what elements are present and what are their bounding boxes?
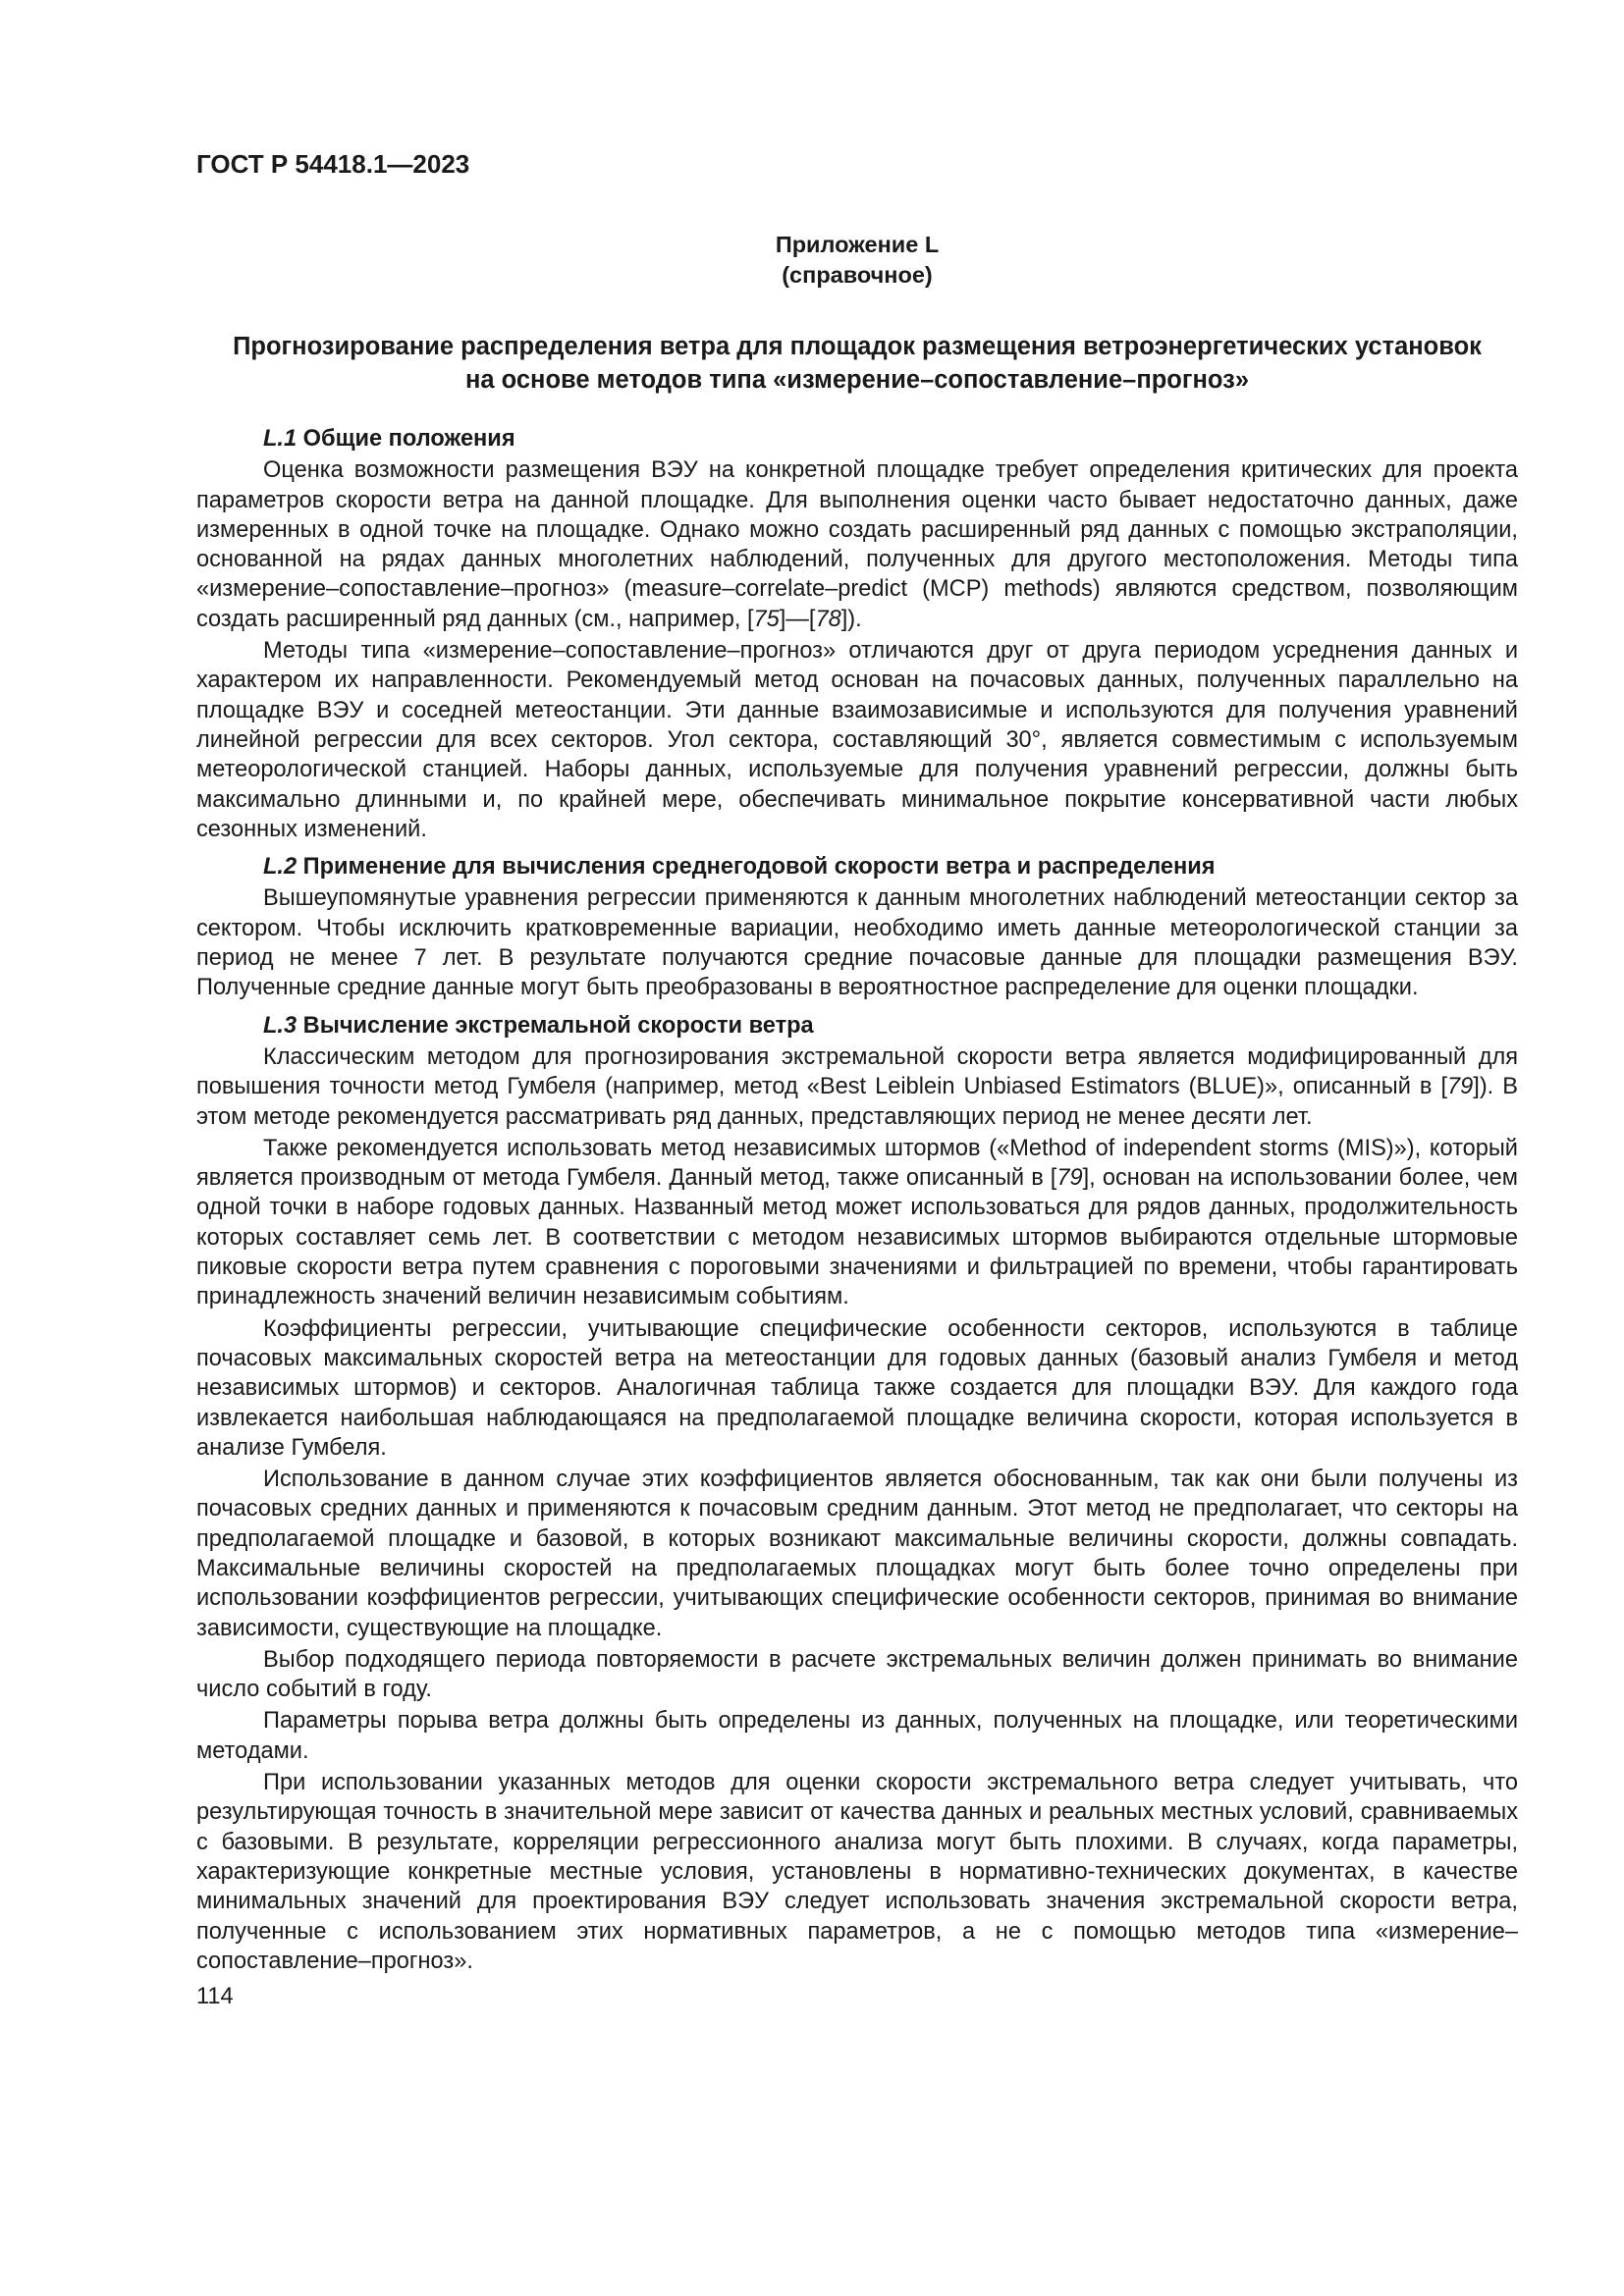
paragraph: Коэффициенты регрессии, учитывающие специфические особенности секторов, используются в таблице почасовых максимальных скоростей ветра на метеостанции для годовых данных (базовый анализ Гумбеля и метод независимых штормов) и секторов. Аналогичная таблица также создается для площадки ВЭУ. Для каждого года извлекается наибольшая наблюдающаяся на предполагаемой площадке величина скорости, которая используется в анализе Гумбеля. — [196, 1315, 1518, 1461]
page-number: 114 — [196, 1984, 234, 2010]
reference-number: 79 — [1056, 1165, 1083, 1192]
section-number: L.2 — [263, 854, 298, 881]
paragraph: Параметры порыва ветра должны быть определены из данных, полученных на площадке, или теоретическими методами. — [196, 1708, 1518, 1764]
reference-number: 78 — [815, 606, 841, 632]
annex-label: Приложение L — [775, 232, 940, 257]
section-title: Вычисление экстремальной скорости ветра — [302, 1012, 814, 1039]
standard-header: ГОСТ Р 54418.1—2023 — [196, 149, 470, 179]
paragraph-text: Также рекомендуется использовать метод независимых штормов («Method of independent storms (MIS)»), который является производным от метода Гумбеля. Данный метод, также описанный в [ — [196, 1135, 1518, 1192]
paragraph — [196, 1042, 1518, 1132]
section-title: Применение для вычисления среднегодовой скорости ветра и распределения — [302, 854, 1216, 881]
paragraph-text: Оценка возможности размещения ВЭУ на конкретной площадке требует определения критических для проекта параметров скорости ветра на данной площадке. Для выполнения оценки часто бывает недостаточно данных, даже измеренных в одной точке на площадке. Однако можно создать расширенный ряд данных с помощью экстраполяции, основанной на рядах данных многолетних наблюдений, полученных для другого местоположения. Методы типа «измерение–сопоставление–прогноз» (measure–correlate–predict (MCP) methods) являются средством, позволяющим создать расширенный ряд данных (см., например, [ — [196, 457, 1518, 632]
section-title: Общие положения — [302, 426, 515, 452]
paragraph: Вышеупомянутые уравнения регрессии применяются к данным многолетних наблюдений метеостанции сектор за сектором. Чтобы исключить кратковременные вариации, необходимо иметь данные метеорологической станции за период не менее 7 лет. В результате получаются средние почасовые данные для площадки размещения ВЭУ. Полученные средние данные могут быть преобразованы в вероятностное распределение для оценки площадки. — [196, 885, 1518, 1001]
paragraph — [196, 1134, 1518, 1312]
section-heading-l1 — [196, 424, 1518, 454]
section-number: L.3 — [263, 1012, 298, 1039]
paragraph: Выбор подходящего периода повторяемости в расчете экстремальных величин должен принимать во внимание число событий в году. — [196, 1646, 1518, 1703]
section-heading-l3 — [196, 1011, 1518, 1041]
paragraph: Использование в данном случае этих коэффициентов является обоснованным, так как они были получены из почасовых средних данных и применяются к почасовым средним данным. Этот метод не предполагает, что секторы на предполагаемой площадке и базовой, в которых возникают максимальные величины скорости, должны совпадать. Максимальные величины скоростей на предполагаемых площадках могут быть более точно определены при использовании коэффициентов регрессии, учитывающих специфические особенности секторов, принимая во внимание зависимости, существующие на площадке. — [196, 1467, 1518, 1641]
paragraph: При использовании указанных методов для оценки скорости экстремального ветра следует учитывать, что результирующая точность в значительной мере зависит от качества данных и реальных местных условий, сравниваемых с базовыми. В результате, корреляции регрессионного анализа могут быть плохими. В случаях, когда параметры, характеризующие конкретные местные условия, установлены в нормативно-технических документах, в качестве минимальных значений для проектирования ВЭУ следует использовать значения экстремальной скорости ветра, полученные с использованием этих нормативных параметров, а не с помощью методов типа «измерение–сопоставление–прогноз». — [196, 1770, 1518, 1974]
paragraph — [196, 455, 1518, 634]
document-page — [196, 147, 1518, 2011]
reference-number: 75 — [753, 606, 780, 632]
annex-status: (справочное) — [782, 262, 933, 288]
paragraph-text: ]—[ — [779, 606, 816, 632]
paragraph-text: ]). В этом методе рекомендуется рассматривать ряд данных, представляющих период не менее десяти лет. — [196, 1074, 1518, 1130]
document-title: Прогнозирование распределения ветра для площадок размещения ветроэнергетических установок на основе методов типа «измерение–сопоставление–прогноз» — [233, 333, 1482, 394]
paragraph-text: Классическим методом для прогнозирования экстремальной скорости ветра является модифицированный для повышения точности метод Гумбеля (например, метод «Best Leiblein Unbiased Estimators (BLUE)», описанный в [ — [196, 1043, 1518, 1100]
section-heading-l2 — [196, 852, 1518, 881]
reference-number: 79 — [1447, 1074, 1474, 1100]
paragraph: Методы типа «измерение–сопоставление–прогноз» отличаются друг от друга периодом усреднения данных и характером их направленности. Рекомендуемый метод основан на почасовых данных, полученных параллельно на площадке ВЭУ и соседней метеостанции. Эти данные взаимозависимые и используются для получения уравнений линейной регрессии для всех секторов. Угол сектора, составляющий 30°, является совместимым с используемым метеорологической станцией. Наборы данных, используемые для получения уравнений регрессии, должны быть максимально длинными и, по крайней мере, обеспечивать минимальное покрытие консервативной части любых сезонных изменений. — [196, 638, 1518, 842]
paragraph-text: ]). — [840, 606, 862, 632]
section-number: L.1 — [263, 426, 298, 452]
paragraph-text: ], основан на использовании более, чем одной точки в наборе годовых данных. Названный метод может использоваться для рядов данных, продолжительность которых составляет семь лет. В соответствии с методом независимых штормов выбираются отдельные штормовые пиковые скорости ветра путем сравнения с пороговыми значениями и фильтрацией по времени, чтобы гарантировать принадлежность значений величин независимым событиям. — [196, 1165, 1518, 1310]
